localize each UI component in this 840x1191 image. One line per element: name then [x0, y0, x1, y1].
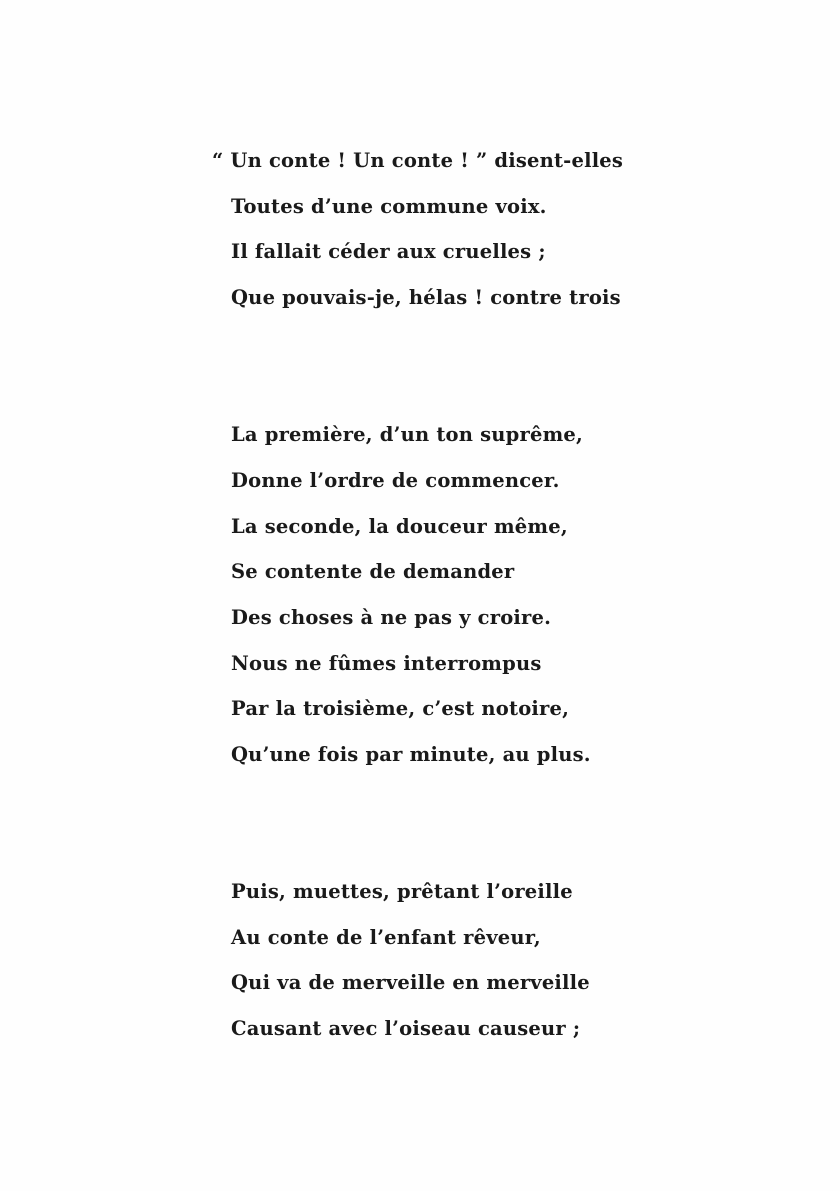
verse-line: Nous ne fûmes interrompus [231, 652, 542, 675]
verse-line: Que pouvais-je, hélas ! contre trois [231, 286, 621, 309]
verse-line: “ Un conte ! Un conte ! ” disent-elles [212, 149, 624, 172]
verse-line: Causant avec l’oiseau causeur ; [231, 1017, 581, 1040]
verse-line: Qu’une fois par minute, au plus. [231, 743, 591, 766]
verse-line: La première, d’un ton suprême, [231, 423, 584, 446]
verse-line: Il fallait céder aux cruelles ; [231, 240, 546, 263]
verse-line: Toutes d’une commune voix. [231, 195, 547, 218]
verse-line: Donne l’ordre de commencer. [231, 469, 560, 492]
verse-line: Qui va de merveille en merveille [231, 971, 590, 994]
verse-line: La seconde, la douceur même, [231, 515, 568, 538]
verse-line: Par la troisième, c’est notoire, [231, 697, 570, 720]
verse-line: Se contente de demander [231, 560, 515, 583]
verse-line: Puis, muettes, prêtant l’oreille [231, 880, 573, 903]
verse-line: Au conte de l’enfant rêveur, [231, 926, 541, 949]
verse-line: Des choses à ne pas y croire. [231, 606, 552, 629]
